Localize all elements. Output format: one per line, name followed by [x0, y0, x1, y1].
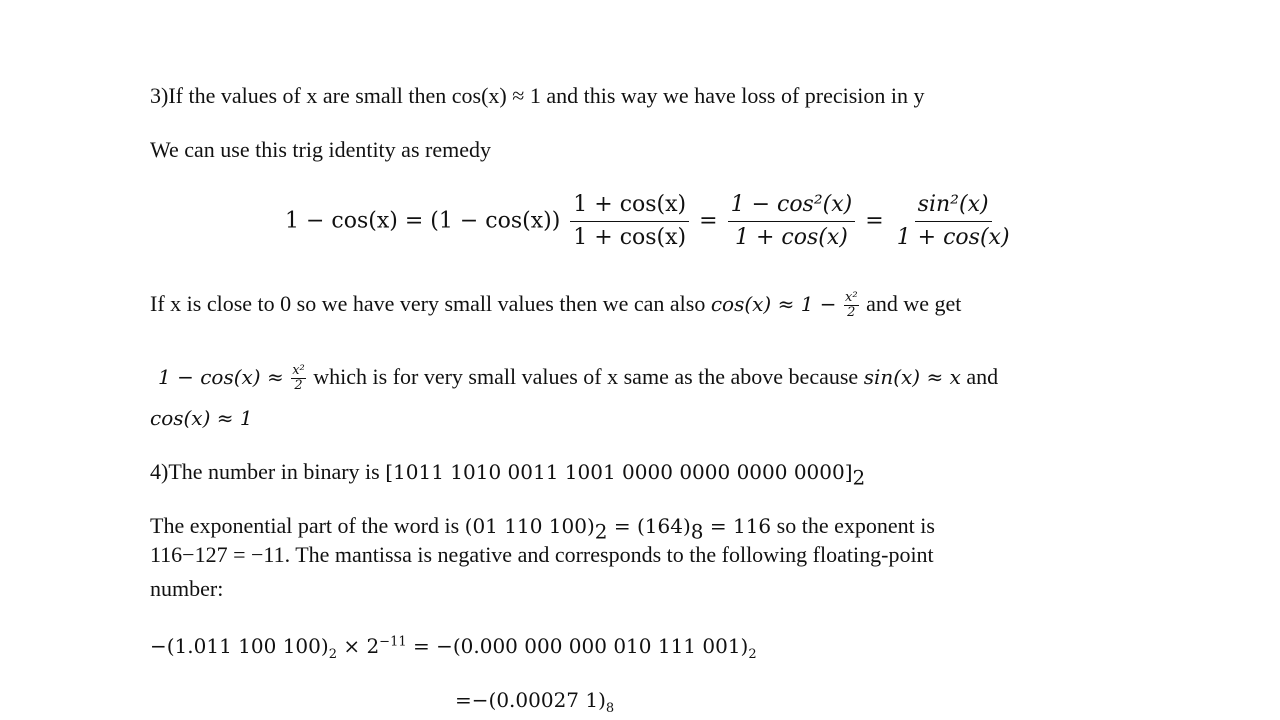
fraction-numerator: x²	[845, 290, 858, 306]
fraction-denominator: 1 + cos(x)	[896, 225, 1010, 250]
paragraph-text: 116−127 = −11. The mantissa is negative and corresponds to the following floating-point	[150, 542, 934, 567]
paragraph-small-x	[150, 290, 961, 320]
fraction-numerator: x²	[292, 363, 305, 379]
fraction-numerator: 1 − cos²(x)	[728, 190, 856, 222]
equation-lhs: 1 − cos(x) = (1 − cos(x))	[285, 208, 561, 234]
paragraph-exponent-line2	[150, 541, 934, 569]
fraction-denominator: 2	[294, 378, 303, 394]
paragraph-exponent	[150, 512, 935, 544]
inline-math: = −(0.000 000 000 010 111 001)	[406, 634, 749, 658]
paragraph-exponent-line3	[150, 575, 223, 603]
paragraph-remedy	[150, 136, 491, 164]
inline-math: × 2	[336, 634, 380, 658]
inline-math: = 116	[703, 514, 772, 538]
paragraph-text: 4)The number in binary is	[150, 459, 386, 484]
paragraph-text: and	[960, 364, 999, 389]
mantissa-equation	[150, 632, 757, 660]
inline-math: sin(x) ≈ x	[863, 365, 961, 389]
paragraph-precision-loss	[150, 82, 925, 110]
base-subscript: 2	[328, 647, 337, 662]
binary-value: [1011 1010 0011 1001 0000 0000 0000 0000]	[385, 460, 853, 484]
base-subscript: 2	[594, 519, 608, 544]
paragraph-text: The exponential part of the word is	[150, 513, 465, 538]
paragraph-approximation	[158, 363, 998, 393]
inline-math: =−(0.00027 1)	[455, 688, 606, 712]
paragraph-binary-number	[150, 458, 866, 490]
paragraph-text: If x is close to 0 so we have very small values then we can also	[150, 291, 711, 316]
fraction-1	[570, 190, 689, 253]
octal-result-equation	[455, 686, 614, 714]
base-subscript: 8	[690, 519, 704, 544]
exponent-superscript: −11	[379, 634, 407, 650]
paragraph-text: and we get	[860, 291, 962, 316]
paragraph-approximation-line2	[150, 404, 253, 432]
paragraph-text: so the exponent is	[771, 513, 935, 538]
base-subscript: 8	[605, 701, 615, 716]
equals-sign: =	[865, 208, 884, 234]
trig-identity-equation	[285, 190, 1016, 253]
paragraph-text: We can use this trig identity as remedy	[150, 137, 491, 162]
inline-math: (01 110 100)	[464, 514, 595, 538]
inline-math: −(1.011 100 100)	[150, 634, 329, 658]
paragraph-text: 3)If the values of x are small then cos(x) ≈ 1 and this way we have loss of precision in y	[150, 83, 925, 108]
paragraph-text: number:	[150, 576, 224, 601]
fraction-denominator: 2	[847, 305, 856, 321]
fraction-3	[894, 190, 1013, 253]
inline-fraction	[844, 291, 859, 320]
fraction-2	[728, 190, 856, 253]
base-subscript: 2	[748, 647, 757, 662]
fraction-numerator: 1 + cos(x)	[570, 190, 689, 222]
fraction-numerator: sin²(x)	[915, 190, 992, 222]
inline-fraction	[291, 364, 306, 393]
fraction-denominator: 1 + cos(x)	[734, 225, 848, 250]
inline-math: cos(x) ≈ 1 −	[710, 292, 837, 316]
inline-math: cos(x) ≈ 1	[150, 406, 253, 430]
paragraph-text: which is for very small values of x same as the above because	[307, 364, 864, 389]
inline-math: 1 − cos(x) ≈	[158, 365, 284, 389]
fraction-denominator: 1 + cos(x)	[573, 225, 687, 250]
base-subscript: 2	[852, 465, 866, 490]
inline-math: = (164)	[607, 514, 691, 538]
equals-sign: =	[699, 208, 718, 234]
